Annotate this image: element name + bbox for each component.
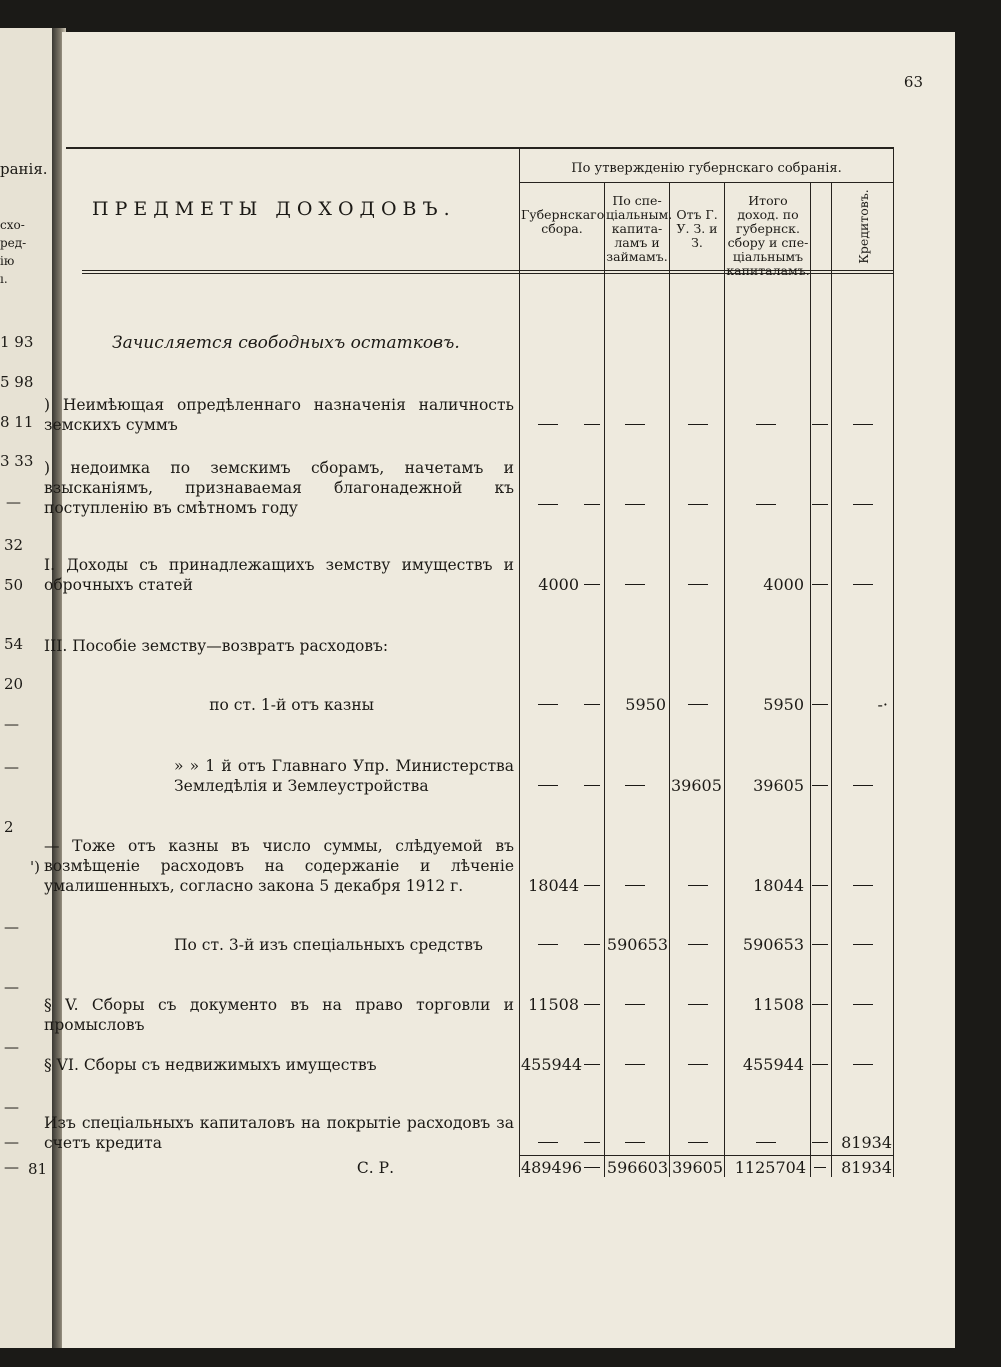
- empty-dash: [688, 1064, 708, 1065]
- empty-dash: [584, 785, 600, 786]
- empty-dash: [853, 944, 873, 945]
- left-page-number: —: [4, 978, 19, 996]
- row-label: ) недоимка по земскимъ сборамъ, начетамъ и взысканіямъ, признаваемая благонадежной къ поступленію въ смѣтномъ году: [44, 459, 514, 517]
- empty-dash: [814, 1167, 826, 1168]
- col-header-total: Итого доход. по губернск. сбору и спе- ціальнымъ капиталамъ.: [726, 193, 810, 278]
- left-page-number: —: [4, 715, 19, 733]
- row-label: По ст. 3-й изъ спеціальныхъ средствъ: [174, 936, 483, 954]
- total-cell: 489496: [521, 1158, 583, 1177]
- empty-dash: [812, 885, 828, 886]
- left-page-number: 2: [4, 818, 14, 836]
- value-cell: 4000: [763, 575, 804, 594]
- empty-dash: [688, 584, 708, 585]
- empty-dash: [584, 1142, 600, 1143]
- empty-dash: [625, 584, 645, 585]
- total-cell: 1125704: [734, 1158, 806, 1177]
- empty-dash: [625, 1064, 645, 1065]
- col-header-spec: По спе- ціальным. капита- ламъ и займамъ.: [606, 193, 673, 264]
- empty-dash: [538, 424, 558, 425]
- empty-dash: [538, 704, 558, 705]
- value-cell: 39605: [671, 776, 722, 795]
- left-page-number: —: [6, 493, 21, 511]
- empty-dash: [853, 584, 873, 585]
- row-label: § V. Сборы съ документо въ на право торговли и промысловъ: [44, 996, 514, 1034]
- empty-dash: [625, 1142, 645, 1143]
- span-header: По утвержденію губернскаго собранія.: [571, 161, 842, 176]
- total-cell: 81934: [841, 1158, 892, 1177]
- row-label: — Тоже отъ казны въ число суммы, слѣдуемой въ возмѣщеніе расходовъ на содержаніе и лѣченіе умалишенныхъ, согласно закона 5 декабря 1912 г.: [44, 837, 514, 895]
- col-header-credit: Кредитовъ.: [855, 188, 871, 264]
- left-page-col-head: ı.: [0, 272, 8, 286]
- empty-dash: [584, 1004, 600, 1005]
- empty-dash: [584, 944, 600, 945]
- empty-dash: [538, 944, 558, 945]
- row-label: § VI. Сборы съ недвижимыхъ имуществъ: [44, 1056, 377, 1074]
- left-page-number: —: [4, 1098, 19, 1116]
- value-cell: 11508: [753, 995, 804, 1014]
- col-divider-5: [810, 182, 811, 1177]
- row-label: » » 1 й отъ Главнаго Упр. Министерства Земледѣлія и Землеустройства: [174, 757, 514, 795]
- left-page-number: —: [4, 918, 19, 936]
- left-page-number: —: [4, 1158, 19, 1176]
- empty-dash: [812, 584, 828, 585]
- col-divider-6: [831, 182, 832, 1177]
- empty-dash: [538, 1142, 558, 1143]
- page-number: 63: [903, 73, 923, 91]
- value-cell: 590653: [742, 935, 804, 954]
- value-cell: 590653: [606, 935, 668, 954]
- empty-dash: [853, 1064, 873, 1065]
- left-page-number: 5 98: [0, 373, 34, 391]
- empty-dash: [584, 584, 600, 585]
- value-cell: 39605: [753, 776, 804, 795]
- empty-dash: [853, 885, 873, 886]
- total-cell: 596603: [606, 1158, 668, 1177]
- empty-dash: [853, 504, 873, 505]
- section-title: Зачисляется свободныхъ остатковъ.: [112, 333, 460, 353]
- total-cell: 39605: [672, 1158, 723, 1177]
- empty-dash: [812, 785, 828, 786]
- empty-dash: [584, 424, 600, 425]
- empty-dash: [756, 504, 776, 505]
- span-header-rule: [520, 182, 894, 183]
- empty-dash: [625, 885, 645, 886]
- value-cell: 5950: [763, 695, 804, 714]
- row-label: по ст. 1-й отъ казны: [209, 696, 374, 714]
- empty-dash: [584, 1064, 600, 1065]
- empty-dash: [812, 504, 828, 505]
- empty-dash: [625, 785, 645, 786]
- empty-dash: [812, 1004, 828, 1005]
- empty-dash: [625, 424, 645, 425]
- empty-dash: [538, 785, 558, 786]
- empty-dash: [584, 885, 600, 886]
- empty-dash: [756, 1142, 776, 1143]
- left-page-number: 1 93: [0, 333, 34, 351]
- empty-dash: [688, 944, 708, 945]
- value-cell: 4000: [538, 575, 579, 594]
- value-cell: 81934: [841, 1133, 892, 1152]
- row-label-total: С. Р.: [356, 1159, 394, 1177]
- value-cell: 18044: [753, 876, 804, 895]
- empty-dash: [812, 704, 828, 705]
- left-page-number: —: [4, 758, 19, 776]
- left-page-col-head: ію: [0, 254, 15, 268]
- left-page-number: '): [30, 858, 40, 876]
- empty-dash: [584, 1167, 600, 1168]
- table-title: ПРЕДМЕТЫ ДОХОДОВЪ.: [92, 198, 456, 220]
- empty-dash: [584, 504, 600, 505]
- value-cell: 11508: [528, 995, 579, 1014]
- empty-dash: [812, 1064, 828, 1065]
- value-cell: 455944: [521, 1055, 583, 1074]
- value-cell: -·: [877, 695, 888, 714]
- value-cell: 455944: [742, 1055, 804, 1074]
- col-divider-1: [519, 147, 520, 1177]
- empty-dash: [688, 424, 708, 425]
- empty-dash: [853, 1004, 873, 1005]
- value-cell: 5950: [625, 695, 666, 714]
- empty-dash: [538, 504, 558, 505]
- empty-dash: [688, 1004, 708, 1005]
- total-rule: [519, 1155, 894, 1156]
- empty-dash: [688, 885, 708, 886]
- col-divider-2: [604, 182, 605, 1177]
- left-page-number: 50: [4, 576, 24, 594]
- row-label: III. Пособіе земству—возвратъ расходовъ:: [44, 637, 389, 655]
- left-page-number: 32: [4, 536, 24, 554]
- empty-dash: [812, 944, 828, 945]
- left-page-number: 54: [4, 635, 24, 653]
- left-page-col-head: схо-: [0, 218, 25, 232]
- left-page-header: ранія.: [0, 160, 48, 178]
- empty-dash: [688, 504, 708, 505]
- col-header-gub: Губернскаго сбора.: [521, 207, 605, 236]
- left-page-number: —: [4, 1038, 19, 1056]
- table-top-rule: [66, 147, 894, 149]
- row-label: ) Неимѣющая опредѣленнаго назначенія наличность земскихъ суммъ: [44, 396, 514, 434]
- col-divider-4: [724, 182, 725, 1177]
- col-divider-3: [669, 182, 670, 1177]
- empty-dash: [584, 704, 600, 705]
- row-label: I. Доходы съ принадлежащихъ земству имуществъ и оброчныхъ статей: [44, 556, 514, 594]
- empty-dash: [812, 1142, 828, 1143]
- empty-dash: [756, 424, 776, 425]
- left-page-number: 8 11: [0, 413, 34, 431]
- left-page-number: 3 33: [0, 452, 34, 470]
- empty-dash: [688, 704, 708, 705]
- value-cell: 18044: [528, 876, 579, 895]
- empty-dash: [853, 785, 873, 786]
- row-label: Изъ спеціальныхъ капиталовъ на покрытіе расходовъ за счетъ кредита: [44, 1114, 514, 1152]
- empty-dash: [853, 424, 873, 425]
- left-page-col-head: ред-: [0, 236, 27, 250]
- left-page-number: 20: [4, 675, 24, 693]
- empty-dash: [812, 424, 828, 425]
- left-page-number: —: [4, 1133, 19, 1151]
- col-header-guz: Отъ Г. У. З. и З.: [676, 207, 718, 250]
- col-divider-right: [893, 147, 894, 1177]
- empty-dash: [625, 504, 645, 505]
- empty-dash: [625, 1004, 645, 1005]
- left-page-number: 81: [28, 1160, 48, 1178]
- empty-dash: [688, 1142, 708, 1143]
